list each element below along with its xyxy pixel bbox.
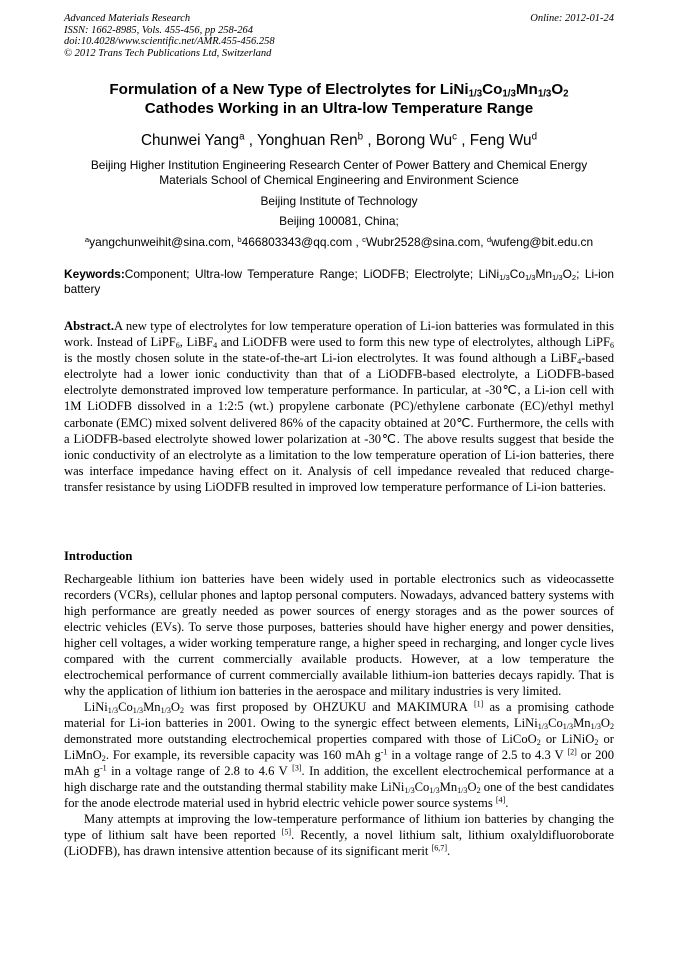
title-line-1: Formulation of a New Type of Electrolytes for $LiNi_{1/3}Co_{1/3}Mn_{1/3}O_2$	[109, 81, 569, 100]
author-name: Feng Wu	[469, 132, 532, 149]
journal-name: Advanced Materials Research	[64, 13, 191, 24]
journal-header	[64, 13, 614, 59]
paragraph: Many attempts at improving the low-temperature performance of lithium ion batteries by changing the type of lithium salt have been reported [5]. Recently, a novel lithium salt, lithium oxalyldifluoroborate (LiODFB), has drawn intensive attention because of its significant merit [6,7].	[64, 812, 614, 858]
title-line-2: Cathodes Working in an Ultra-low Temperature Range	[144, 100, 534, 117]
author-name: Yonghuan Ren	[257, 132, 358, 149]
email-address: 466803343@qq.com	[241, 235, 353, 249]
paragraph: Rechargeable lithium ion batteries have been widely used in portable electronics such as videocassette recorders (VCRs), cellular phones and laptop personal computers. Nowadays, advanced battery systems with high performance are greatly needed as power sources of energy storages and as the power sources of electric vehicles (EVs). To serve those purposes, batteries should have higher energy and power densities, higher cell voltages, a wider working temperature range, a higher speed in recharging, and longer cycle lives compared with the current commercially available products. However, at a low temperature the electrochemical performance of current commercially available lithium-ion batteries decays rapidly. That is why the application of lithium ion batteries in the aerospace and military industries is very limited.	[64, 572, 614, 698]
introduction-body	[64, 571, 614, 859]
email-line: $^a$yangchunweihit@sina.com, $^b$466803343@qq.com , $^c$Wubr2528@sina.com, $^d$wufeng@bit.edu.cn	[84, 234, 594, 249]
affiliation-line-1: Beijing Higher Institution Engineering Research Center of Power Battery and Chemical Energy	[90, 158, 588, 172]
author-name: Chunwei Yang	[140, 132, 240, 149]
section-heading-introduction: Introduction	[64, 549, 133, 563]
email-address: yangchunweihit@sina.com	[89, 235, 231, 249]
email-address: wufeng@bit.edu.cn	[491, 235, 594, 249]
online-date: Online: 2012-01-24	[530, 13, 614, 24]
abstract-label: Abstract.	[64, 319, 115, 333]
affiliation-institute: Beijing Institute of Technology	[260, 194, 418, 208]
email-address: Wubr2528@sina.com	[365, 235, 481, 249]
affiliation-city: Beijing 100081, China;	[279, 214, 399, 228]
doi-line: doi:10.4028/www.scientific.net/AMR.455-456.258	[64, 36, 275, 48]
keywords	[64, 267, 614, 298]
paper-title	[60, 80, 618, 118]
author-list: Chunwei Yang$^a$ , Yonghuan Ren$^b$ , Borong Wu$^c$ , Feng Wu$^d$	[140, 131, 538, 149]
affiliation-line-2: Materials School of Chemical Engineering and Environment Science	[159, 173, 519, 187]
paragraph: $LiNi_{1/3}Co_{1/3}Mn_{1/3}O_2$ was first proposed by OHZUKU and MAKIMURA [1] as a promising cathode material for Li-ion batteries in 2001. Owing to the synergic effect between elements, $LiNi_{1/3}Co_{1/3}Mn_{1/3}O_2$ demonstrated more outstanding electrochemical properties compared with those of LiCoO$_2$ or LiNiO$_2$ or LiMnO$_2$. For example, its reversible capacity was 160 mAh $g^{-1}$ in a voltage range of 2.5 to 4.3 V [2] or 200 mAh $g^{-1}$ in a voltage range of 2.8 to 4.6 V [3]. In addition, the excellent electrochemical performance at a high discharge rate and the outstanding thermal stability make $LiNi_{1/3}Co_{1/3}Mn_{1/3}O_2$ one of the best candidates for the anode electrode material used in hybrid electric vehicle power source systems [4].	[64, 699, 614, 810]
abstract	[64, 318, 614, 495]
issn-line: ISSN: 1662-8985, Vols. 455-456, pp 258-264	[64, 24, 253, 36]
keywords-label: Keywords:	[64, 267, 125, 281]
keywords-text: Component; Ultra-low Temperature Range; LiODFB; Electrolyte; $LiNi_{1/3}Co_{1/3}Mn_{1/3}O_2$; Li-ion battery	[64, 267, 614, 297]
copyright-line: © 2012 Trans Tech Publications Ltd, Switzerland	[64, 47, 272, 59]
author-name: Borong Wu	[375, 132, 453, 149]
abstract-text: A new type of electrolytes for low temperature operation of Li-ion batteries was formulated in this work. Instead of LiPF$_6$, LiBF$_4$ and LiODFB were used to form this new type of electrolytes, although LiPF$_6$ is the mostly chosen solute in the state-of-the-art Li-ion electrolytes. It was found although a LiBF$_4$-based electrolyte had a lower ionic conductivity than that of a LiODFB-based electrolyte, a LiODFB-based electrolyte demonstrated improved low temperature performance. In particular, at -30℃, a Li-ion cell with 1M LiODFB dissolved in a 1:2:5 (wt.) propylene carbonate (PC)/ethylene carbonate (EC)/ethyl methyl carbonate (EMC) mixed solvent delivered 86% of the capacity obtained at 20℃. Furthermore, the cells with a LiODFB-based electrolyte showed lower polarization at -30℃. The above results suggest that beside the ionic conductivity of an electrolyte as a limitation to the low temperature operation of Li-ion batteries, there was interface impedance having effect on it. Analysis of cell impedance revealed that reduced charge-transfer resistance by using LiODFB resulted in improved low temperature performance of Li-ion batteries.	[64, 319, 614, 494]
